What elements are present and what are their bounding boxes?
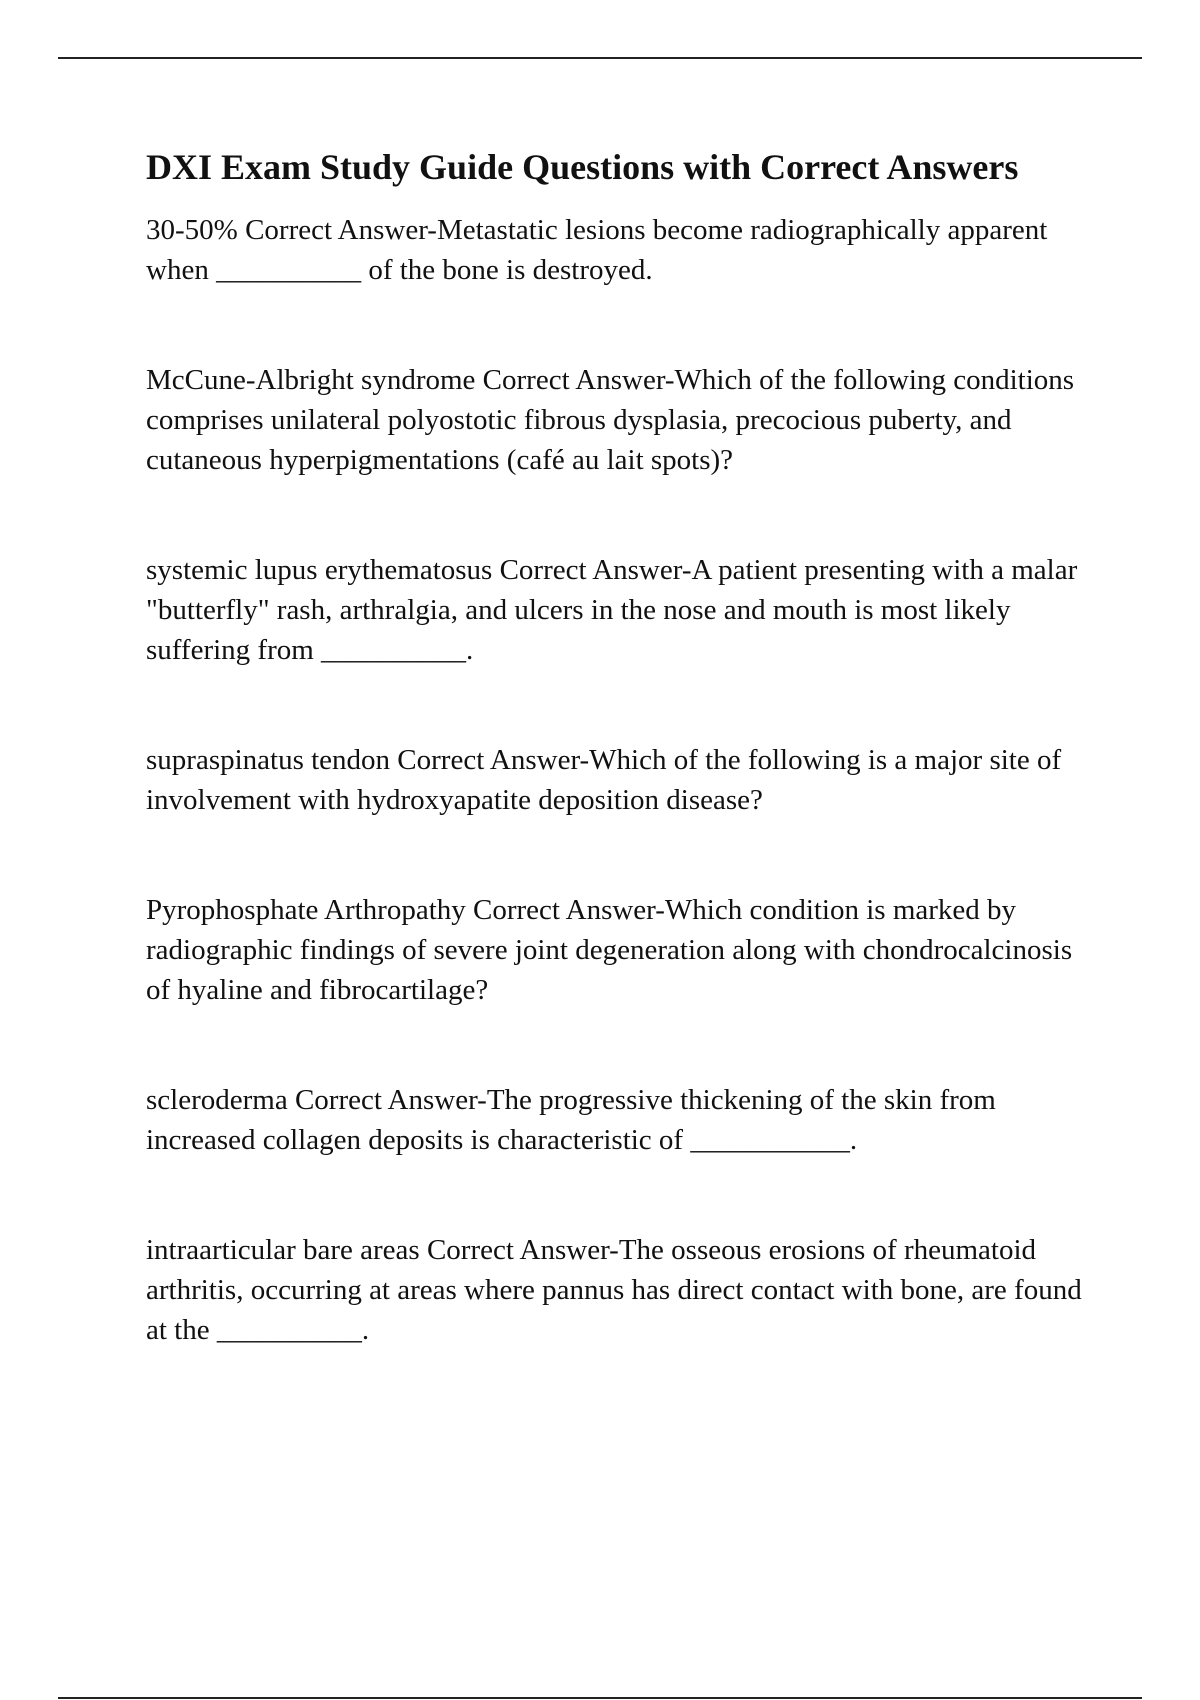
document-title: DXI Exam Study Guide Questions with Correct Answers [146, 147, 1019, 187]
qa-item-1: 30-50% Correct Answer-Metastatic lesions become radiographically apparent when __________ of the bone is destroyed. [146, 214, 1048, 286]
footer-rule [58, 1697, 1142, 1699]
qa-item-7: intraarticular bare areas Correct Answer-The osseous erosions of rheumatoid arthritis, occurring at areas where pannus has direct contact with bone, are found at the __________. [146, 1234, 1082, 1346]
qa-item-3: systemic lupus erythematosus Correct Answer-A patient presenting with a malar "butterfly" rash, arthralgia, and ulcers in the nose and mouth is most likely suffering from __________. [146, 554, 1078, 666]
header-rule [58, 57, 1142, 59]
qa-item-5: Pyrophosphate Arthropathy Correct Answer-Which condition is marked by radiographic findings of severe joint degeneration along with chondrocalcinosis of hyaline and fibrocartilage? [146, 894, 1073, 1006]
qa-item-2: McCune-Albright syndrome Correct Answer-Which of the following conditions comprises unilateral polyostotic fibrous dysplasia, precocious puberty, and cutaneous hyperpigmentations (café au lait spots)? [146, 364, 1075, 476]
qa-item-6: scleroderma Correct Answer-The progressive thickening of the skin from increased collagen deposits is characteristic of ___________. [146, 1084, 996, 1156]
document-body [146, 142, 1096, 1420]
qa-item-4: supraspinatus tendon Correct Answer-Which of the following is a major site of involvement with hydroxyapatite deposition disease? [146, 744, 1062, 816]
